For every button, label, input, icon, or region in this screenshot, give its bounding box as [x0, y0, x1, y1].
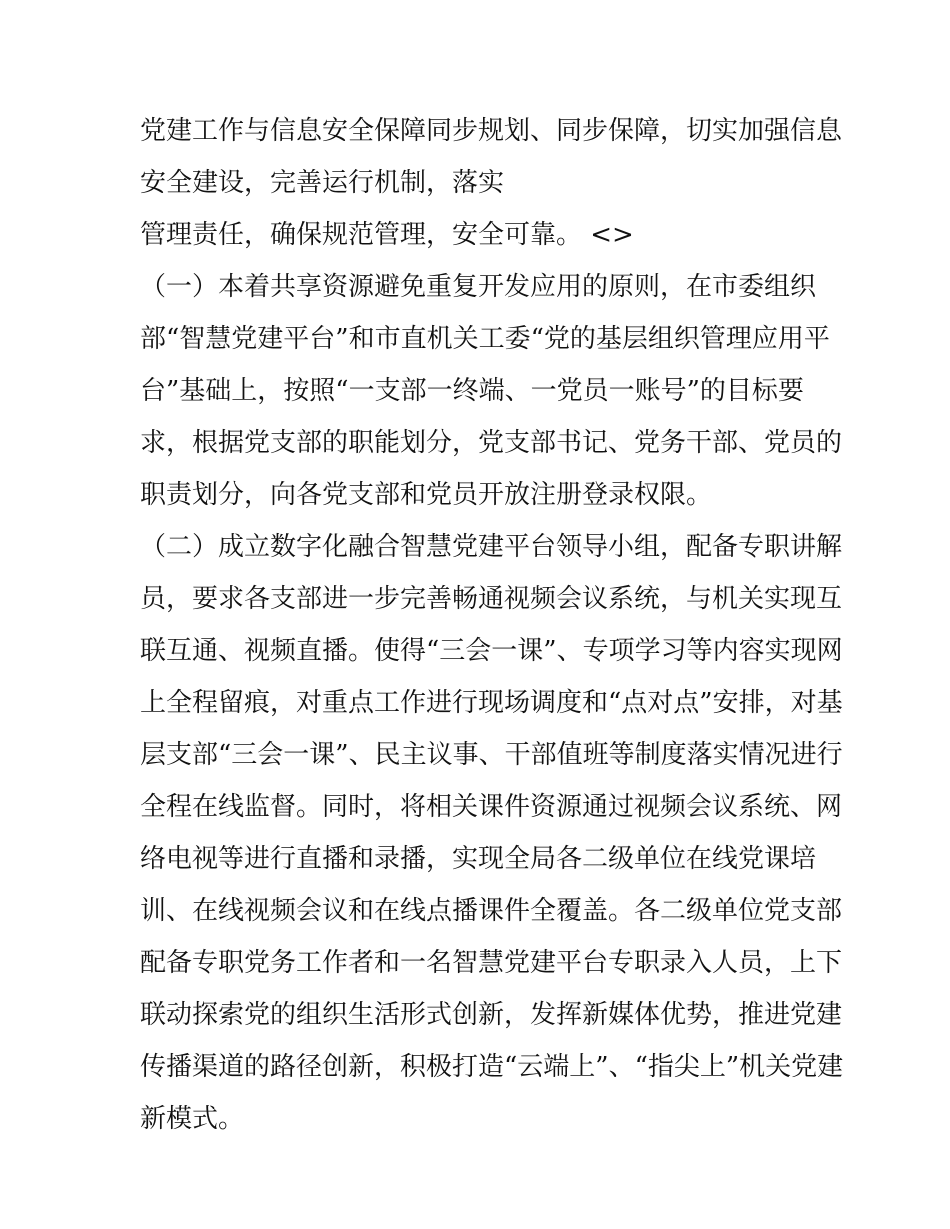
text-line: 上全程留痕，对重点工作进行现场调度和“点对点”安排，对基 — [140, 688, 843, 718]
text-line: 层支部“三会一课”、民主议事、干部值班等制度落实情况进行 — [140, 740, 843, 770]
text-line: 训、在线视频会议和在线点播课件全覆盖。各二级单位党支部 — [140, 896, 843, 926]
text-line: （一）本着共享资源避免重复开发应用的原则，在市委组织 — [140, 272, 817, 302]
text-line: 传播渠道的路径创新，积极打造“云端上”、“指尖上”机关党建 — [140, 1052, 844, 1082]
text-line: （二）成立数字化融合智慧党建平台领导小组，配备专职讲解 — [140, 532, 843, 562]
text-line: 部“智慧党建平台”和市直机关工委“党的基层组织管理应用平 — [140, 324, 830, 354]
text-line: 配备专职党务工作者和一名智慧党建平台专职录入人员，上下 — [140, 948, 843, 978]
text-line: 全程在线监督。同时，将相关课件资源通过视频会议系统、网 — [140, 792, 843, 822]
text-line: 员，要求各支部进一步完善畅通视频会议系统，与机关实现互 — [140, 584, 843, 614]
text-line: 安全建设，完善运行机制，落实 — [140, 168, 505, 198]
text-line: 联互通、视频直播。使得“三会一课”、专项学习等内容实现网 — [140, 636, 843, 666]
text-line: 新模式。 — [140, 1104, 245, 1134]
text-line: 职责划分，向各党支部和党员开放注册登录权限。 — [140, 480, 713, 510]
text-line: 党建工作与信息安全保障同步规划、同步保障，切实加强信息 — [140, 116, 843, 146]
text-line: 络电视等进行直播和录播，实现全局各二级单位在线党课培 — [140, 844, 817, 874]
text-line: 管理责任，确保规范管理，安全可靠。 <> — [140, 220, 634, 250]
text-line: 台”基础上，按照“一支部一终端、一党员一账号”的目标要 — [140, 376, 804, 406]
text-line: 联动探索党的组织生活形式创新，发挥新媒体优势，推进党建 — [140, 1000, 843, 1030]
document-body — [140, 105, 844, 1145]
text-line: 求，根据党支部的职能划分，党支部书记、党务干部、党员的 — [140, 428, 843, 458]
